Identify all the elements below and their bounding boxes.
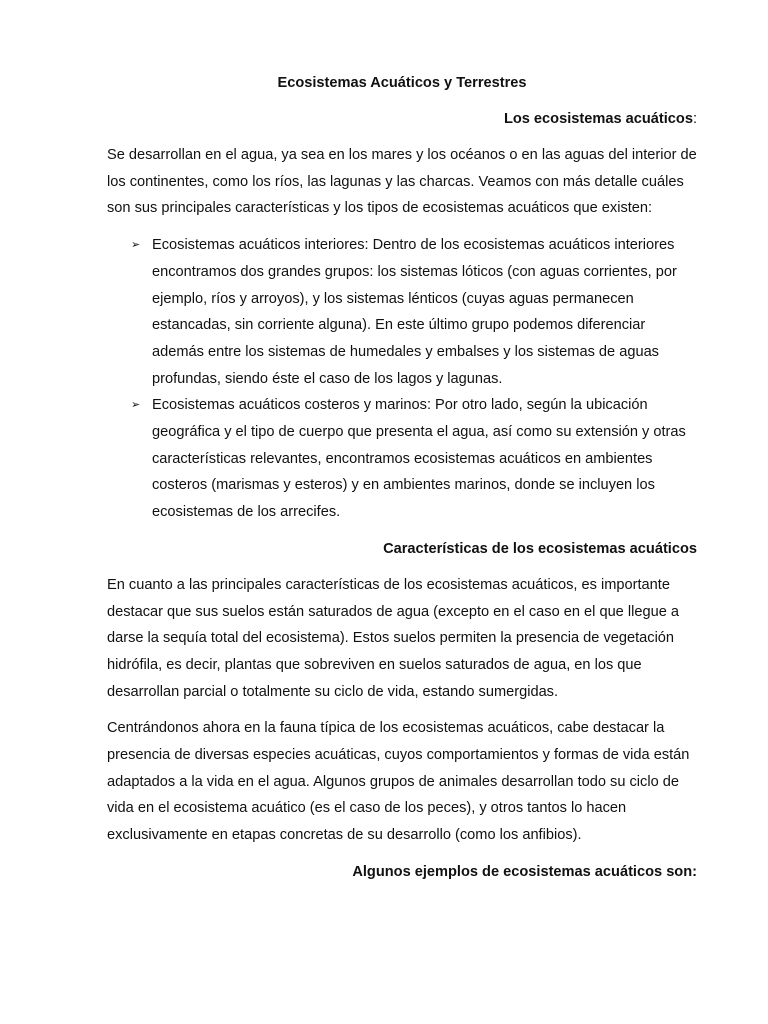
section-heading-examples — [107, 859, 697, 885]
section-heading-text: Algunos ejemplos de ecosistemas acuáticos son: — [352, 863, 697, 880]
arrow-bullet-icon: ➢ — [131, 399, 141, 412]
list-item-text: Ecosistemas acuáticos costeros y marinos: Por otro lado, según la ubicación geográfica y el tipo de cuerpo que presenta el agua, así como su extensión y otras características relevantes, encontramos ecosistemas acuáticos en ambientes costeros (marismas y esteros) y en ambientes marinos, donde se incluyen los ecosistemas de los arrecifes. — [152, 397, 686, 521]
characteristics-paragraph-soils: En cuanto a las principales características de los ecosistemas acuáticos, es importante destacar que sus suelos están saturados de agua (excepto en el caso en el que llegue a darse la sequía total del ecosistema). Estos suelos permiten la presencia de vegetación hidrófila, es decir, plantas que sobreviven en suelos saturados de agua, en los que desarrollan parcial o totalmente su ciclo de vida, estando sumergidas. — [107, 576, 679, 700]
section-heading-text: Los ecosistemas acuáticos — [503, 111, 693, 127]
section-heading-colon: : — [692, 111, 697, 127]
arrow-bullet-icon: ➢ — [131, 239, 141, 252]
list-item — [107, 232, 697, 392]
characteristics-paragraph-fauna: Centrándonos ahora en la fauna típica de los ecosistemas acuáticos, cabe destacar la presencia de diversas especies acuáticas, cuyos comportamientos y formas de vida están adaptados a la vida en el agua. Algunos grupos de animales desarrollan todo su ciclo de vida en el ecosistema acuático (es el caso de los peces), y otros tantos lo hacen exclusivamente en etapas concretas de su desarrollo (como los anfibios). — [107, 720, 690, 844]
list-item — [107, 392, 697, 526]
section-heading-characteristics — [107, 536, 697, 562]
section-heading-text: Características de los ecosistemas acuáticos — [383, 540, 697, 557]
ecosystem-types-list — [107, 232, 697, 526]
list-item-text: Ecosistemas acuáticos interiores: Dentro de los ecosistemas acuáticos interiores encontramos dos grandes grupos: los sistemas lóticos (con aguas corrientes, por ejemplo, ríos y arroyos), y los sistemas lénticos (cuyas aguas permanecen estancadas, sin corriente alguna). En este último grupo podemos diferenciar además entre los sistemas de humedales y embalses y los sistemas de aguas profundas, siendo éste el caso de los lagos y lagunas. — [152, 237, 677, 387]
document-title: Ecosistemas Acuáticos y Terrestres — [277, 75, 527, 91]
section-heading-aquatic-ecosystems — [107, 106, 697, 132]
document-content — [107, 70, 697, 895]
intro-paragraph: Se desarrollan en el agua, ya sea en los mares y los océanos o en las aguas del interior de los continentes, como los ríos, las lagunas y las charcas. Veamos con más detalle cuáles son sus principales características y los tipos de ecosistemas acuáticos que existen: — [107, 147, 697, 217]
